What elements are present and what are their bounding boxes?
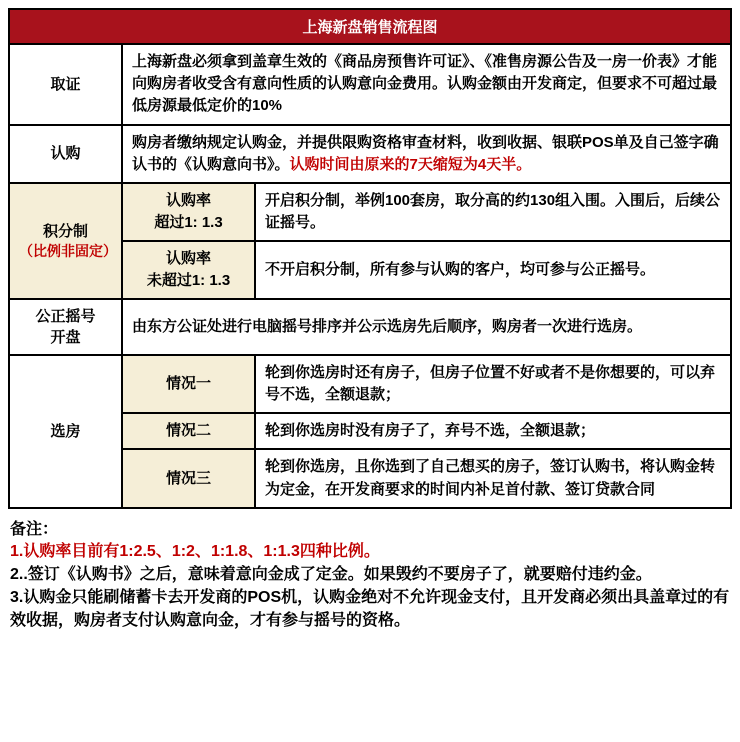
- note-item-3: 3.认购金只能刷储蓄卡去开发商的POS机，认购金绝对不允许现金支付，且开发商必须出具盖章过的有效收据，购房者支付认购意向金，才有参与摇号的资格。: [10, 588, 730, 629]
- jifen-case2-label: [122, 241, 255, 299]
- rengou-text-highlight: 认购时间由原来的7天缩短为4天半。: [289, 155, 532, 173]
- row-yaohao-label: [9, 299, 122, 355]
- row-quzheng-text: 上海新盘必须拿到盖章生效的《商品房预售许可证》、《准售房源公告及一房一价表》才能向购房者收受含有意向性质的认购意向金费用。认购金额由开发商定，但要求不可超过最低房源最低定价的10%: [122, 44, 731, 125]
- xuanfang-case1-label: 情况一: [122, 355, 255, 413]
- row-jifen-label: [9, 183, 122, 299]
- note-item-1: 1.认购率目前有1:2.5、1:2、1:1.8、1:1.3四种比例。: [10, 543, 380, 561]
- jifen-case2-text: 不开启积分制，所有参与认购的客户，均可参与公正摇号。: [255, 241, 731, 299]
- xuanfang-case3-label: 情况三: [122, 449, 255, 507]
- jifen-case1-text: 开启积分制，举例100套房，取分高的约130组入围。入围后，后续公证摇号。: [255, 183, 731, 241]
- notes-heading: 备注：: [10, 520, 59, 538]
- jifen-label-sub: （比例非固定）: [19, 242, 117, 259]
- note-item-2: 2..签订《认购书》之后，意味着意向金成了定金。如果毁约不要房子了，就要赔付违约金。: [10, 566, 652, 584]
- jifen-case2-label-line1: 认购率: [165, 250, 211, 268]
- row-xuanfang-label: 选房: [9, 355, 122, 508]
- row-rengou-text: [122, 125, 731, 183]
- table-row: [9, 125, 731, 183]
- row-quzheng-label: 取证: [9, 44, 122, 125]
- sales-flow-table: [8, 8, 732, 509]
- table-row: [9, 299, 731, 355]
- jifen-label-main: 积分制: [42, 222, 88, 240]
- table-row: [9, 44, 731, 125]
- rengou-text-normal: 购房者缴纳规定认购金，并提供限购资格审查材料，收到收据、银联POS单及自己签字确认书的《认购意向书》。: [132, 133, 719, 173]
- row-rengou-label: 认购: [9, 125, 122, 183]
- table-row: [9, 183, 731, 241]
- row-yaohao-text: 由东方公证处进行电脑摇号排序并公示选房先后顺序，购房者一次进行选房。: [122, 299, 731, 355]
- yaohao-label-line2: 开盘: [50, 328, 81, 346]
- jifen-case2-label-line2: 未超过1: 1.3: [146, 272, 231, 290]
- jifen-case1-label-line1: 认购率: [165, 192, 211, 210]
- yaohao-label-line1: 公正摇号: [35, 307, 96, 325]
- xuanfang-case3-text: 轮到你选房，且你选到了自己想买的房子，签订认购书，将认购金转为定金，在开发商要求的时间内补足首付款、签订贷款合同: [255, 449, 731, 507]
- jifen-case1-label-line2: 超过1: 1.3: [154, 214, 223, 232]
- table-title: 上海新盘销售流程图: [9, 9, 731, 44]
- xuanfang-case2-text: 轮到你选房时没有房子了，弃号不选，全额退款；: [255, 413, 731, 449]
- xuanfang-case2-label: 情况二: [122, 413, 255, 449]
- notes-section: [8, 509, 732, 633]
- jifen-case1-label: [122, 183, 255, 241]
- table-row: [9, 9, 731, 44]
- table-row: [9, 355, 731, 413]
- xuanfang-case1-text: 轮到你选房时还有房子，但房子位置不好或者不是你想要的，可以弃号不选，全额退款；: [255, 355, 731, 413]
